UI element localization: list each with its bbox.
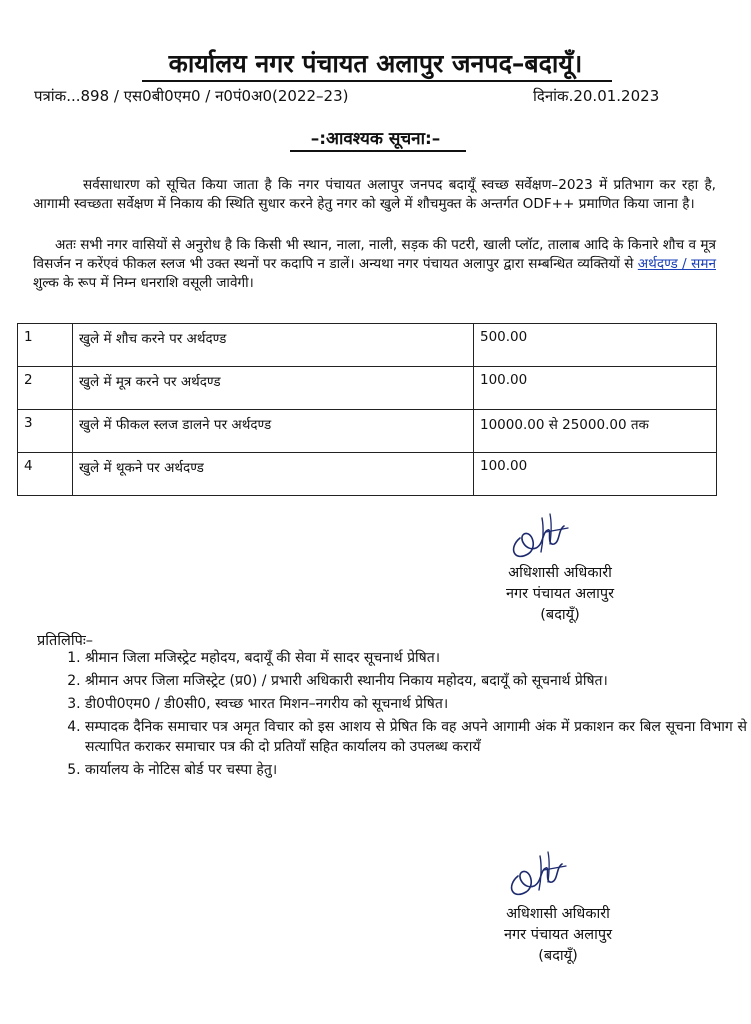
- officer-office: नगर पंचायत अलापुर: [503, 927, 613, 943]
- list-item: 2. श्रीमान अपर जिला मजिस्ट्रेट (प्र0) / प्रभारी अधिकारी स्थानीय निकाय महोदय, बदायूँ को सूचनार्थ प्रेषित।: [85, 671, 747, 691]
- list-item: 1. श्रीमान जिला मजिस्ट्रेट महोदय, बदायूँ की सेवा में सादर सूचनार्थ प्रेषित।: [85, 648, 747, 668]
- offence-cell: खुले में मूत्र करने पर अर्थदण्ड: [73, 367, 474, 410]
- notice-date: दिनांक.20.01.2023: [533, 87, 660, 105]
- list-item: 3. डी0पी0एम0 / डी0सी0, स्वच्छ भारत मिशन–नगरीय को सूचनार्थ प्रेषित।: [85, 694, 747, 714]
- officer-district: (बदायूँ): [540, 607, 580, 623]
- paragraph-2-text: अतः सभी नगर वासियों से अनुरोध है कि किसी भी स्थान, नाला, नाली, सड़क की पटरी, खाली प्लॉट, तालाब आदि के किनारे शौच व मूत्र विसर्जन न करेंएवं फीकल स्लज भी उक्त स्थनों पर कदापि न डालें। अन्यथा नगर पंचायत अलापुर द्वारा सम्बन्धित व्यक्तियों से: [33, 237, 716, 272]
- office-title: कार्यालय नगर पंचायत अलापुर जनपद–बदायूँ।: [168, 49, 583, 78]
- amount-cell: 500.00: [474, 324, 717, 367]
- list-item: 5. कार्यालय के नोटिस बोर्ड पर चस्पा हेतु।: [85, 760, 747, 780]
- officer-district: (बदायूँ): [538, 948, 578, 964]
- reference-number: पत्रांक...898 / एस0बी0एम0 / न0पं0अ0(2022–23): [34, 87, 349, 105]
- officer-signature: [506, 508, 574, 564]
- notice-heading-underline: [290, 150, 466, 152]
- signature-block-2: [463, 904, 653, 967]
- amount-cell: 100.00: [474, 367, 717, 410]
- officer-signature: [504, 846, 572, 902]
- table-row: [18, 324, 717, 367]
- title-underline: [142, 80, 612, 82]
- notice-paragraph-2: [33, 236, 716, 293]
- serial-number-cell: 1: [18, 324, 73, 367]
- serial-number-cell: 2: [18, 367, 73, 410]
- officer-office: नगर पंचायत अलापुर: [505, 586, 615, 602]
- offence-cell: खुले में थूकने पर अर्थदण्ड: [73, 453, 474, 496]
- copy-to-list: [49, 648, 747, 783]
- table-row: [18, 410, 717, 453]
- offence-cell: खुले में फीकल स्लज डालने पर अर्थदण्ड: [73, 410, 474, 453]
- offence-cell: खुले में शौच करने पर अर्थदण्ड: [73, 324, 474, 367]
- penalty-summons-link[interactable]: अर्थदण्ड / समन: [637, 256, 716, 272]
- paragraph-2-text-end: शुल्क के रूप में निम्न धनराशि वसूली जावेगी।: [33, 275, 254, 291]
- list-item: 4. सम्पादक दैनिक समाचार पत्र अमृत विचार को इस आशय से प्रेषित कि वह अपने आगामी अंक में प्रकाशन कर बिल सूचना विभाग से सत्यापित कराकर समाचार पत्र की दो प्रतियॉं सहित कार्यालय को उपलब्ध करायॅं: [85, 717, 747, 757]
- table-row: [18, 367, 717, 410]
- copy-to-heading: प्रतिलिपिः–: [37, 633, 94, 649]
- fines-table: [17, 323, 717, 496]
- amount-cell: 100.00: [474, 453, 717, 496]
- amount-cell: 10000.00 से 25000.00 तक: [474, 410, 717, 453]
- serial-number-cell: 4: [18, 453, 73, 496]
- officer-designation: अधिशासी अधिकारी: [508, 565, 612, 581]
- signature-block-1: [465, 563, 655, 626]
- table-row: [18, 453, 717, 496]
- notice-paragraph-1: सर्वसाधारण को सूचित किया जाता है कि नगर पंचायत अलापुर जनपद बदायूँ स्वच्छ सर्वेक्षण–2023 में प्रतिभाग कर रहा है, आगामी स्वच्छता सर्वेक्षण में निकाय की स्थिति सुधार करने हेतु नगर को खुले में शौचमुक्त के अन्तर्गत ODF++ प्रमाणित किया जाना है।: [33, 177, 716, 212]
- officer-designation: अधिशासी अधिकारी: [506, 906, 610, 922]
- notice-heading: –:आवश्यक सूचना:–: [310, 129, 441, 149]
- serial-number-cell: 3: [18, 410, 73, 453]
